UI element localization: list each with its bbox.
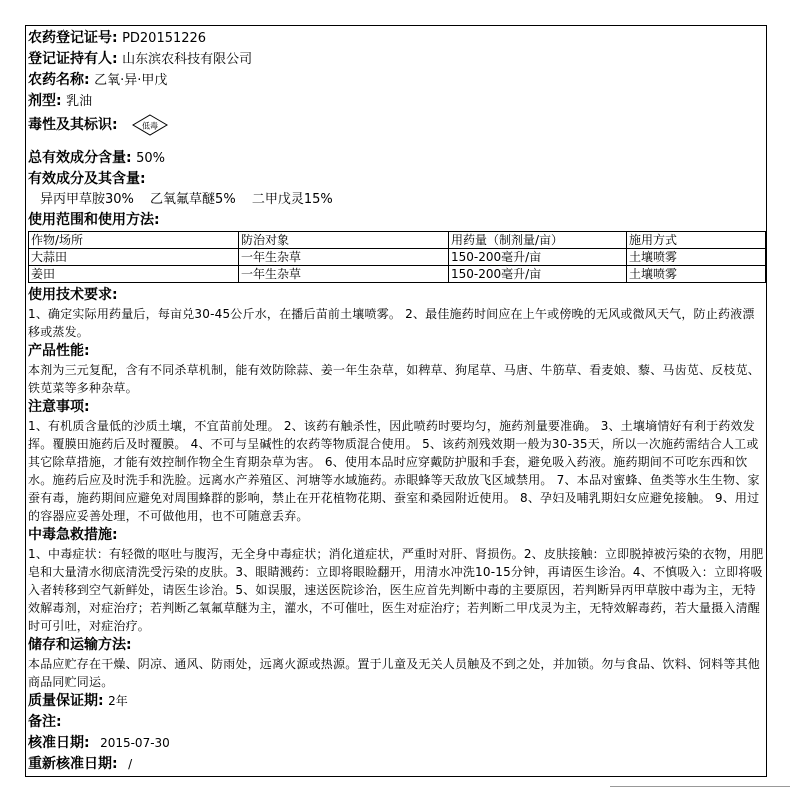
registration-row (28, 28, 764, 49)
holder-row (28, 49, 764, 70)
pesticide-name-value: 乙氧·异·甲戊 (94, 73, 168, 88)
table-row (29, 249, 766, 266)
ingredients-list (28, 190, 764, 210)
table-header-cell: 用药量（制剂量/亩） (449, 232, 627, 249)
approval-date-value: 2015-07-30 (100, 736, 170, 750)
usage-label: 使用范围和使用方法: (28, 212, 160, 228)
ingredient-item: 乙氧氟草醚5% (150, 192, 236, 207)
reapproval-date-row (28, 754, 764, 775)
usage-table (28, 231, 766, 283)
technique-label: 使用技术要求: (28, 287, 118, 303)
table-header-cell: 防治对象 (239, 232, 449, 249)
table-header-cell: 施用方式 (627, 232, 766, 249)
total-content-label: 总有效成分含量: (28, 150, 132, 166)
toxicity-icon-text: 低毒 (142, 121, 159, 131)
formulation-label: 剂型: (28, 93, 62, 109)
holder-label: 登记证持有人: (28, 51, 118, 67)
holder-value: 山东滨农科技有限公司 (122, 52, 253, 67)
performance-text: 本剂为三元复配，含有不同杀草机制，能有效防除蒜、姜一年生杂草，如稗草、狗尾草、马唐、牛筋草、看麦娘、藜、马齿苋、反枝苋、铁苋菜等多种杂草。 (28, 363, 761, 395)
divider (610, 786, 790, 787)
label-document (25, 25, 767, 777)
reapproval-date-label: 重新核准日期: (28, 756, 118, 772)
table-cell: 大蒜田 (29, 249, 239, 266)
toxicity-label: 毒性及其标识: (28, 117, 118, 133)
table-cell: 一年生杂草 (239, 266, 449, 283)
pesticide-name-label: 农药名称: (28, 72, 90, 88)
technique-text: 1、确定实际用药量后，每亩兑30-45公斤水，在播后苗前土壤喷雾。 2、最佳施药时间应在上午或傍晚的无风或微风天气，防止药液漂移或蒸发。 (28, 307, 755, 339)
table-row (29, 266, 766, 283)
formulation-row (28, 91, 764, 112)
low-toxicity-diamond-icon (132, 114, 168, 136)
storage-label: 储存和运输方法: (28, 637, 132, 653)
first-aid-text: 1、中毒症状：有轻微的呕吐与腹泻，无全身中毒症状；消化道症状，严重时对肝、肾损伤。2、皮肤接触：立即脱掉被污染的衣物，用肥皂和大量清水彻底清洗受污染的皮肤。3、眼睛溅药：立即将眼睑翻开，用清水冲洗10-15分钟，再请医生诊治。4、不慎吸入：立即将吸入者转移到空气新鲜处，请医生诊治。5、如误服，速送医院诊治，医生应首先判断中毒的主要原因，若判断异丙甲草胺中毒为主，无特效解毒剂，对症治疗；若判断乙氧氟草醚为主，灌水，不可催吐，医生对症治疗；若判断二甲戊灵为主，无特效解毒药，若大量摄入清醒时可引吐，对症治疗。 (28, 547, 764, 633)
first-aid-label: 中毒急救措施: (28, 527, 118, 543)
registration-label: 农药登记证号: (28, 30, 118, 46)
pesticide-name-row (28, 70, 764, 91)
table-cell: 土壤喷雾 (627, 266, 766, 283)
ingredient-item: 二甲戊灵15% (251, 192, 333, 207)
notes-row (28, 712, 764, 733)
warranty-label: 质量保证期: (28, 693, 104, 709)
approval-date-row (28, 733, 764, 754)
warranty-row (28, 691, 764, 712)
precautions-text: 1、有机质含量低的沙质土壤，不宜苗前处理。 2、该药有触杀性，因此喷药时要均匀，施药剂量要准确。 3、土壤墒情好有利于药效发挥。覆膜田施药后及时覆膜。 4、不可与呈碱性的农药等物质混合使用。 5、该药剂残效期一般为30-35天，所以一次施药需结合人工或其它除草措施，才能有效控制作物全生育期杂草为害。 6、使用本品时应穿戴防护服和手套，避免吸入药液。施药期间不可吃东西和饮水。施药后应及时洗手和洗脸。远离水产养殖区、河塘等水域施药。赤眼蜂等天敌放飞区域禁用。 7、本品对蜜蜂、鱼类等水生生物、家蚕有毒，施药期间应避免对周围蜂群的影响，禁止在开花植物花期、蚕室和桑园附近使用。 8、孕妇及哺乳期妇女应避免接触。 9、用过的容器应妥善处理，不可做他用，也不可随意丢弃。 (28, 419, 760, 523)
storage-text: 本品应贮存在干燥、阴凉、通风、防雨处，远离火源或热源。置于儿童及无关人员触及不到之处，并加锁。勿与食品、饮料、饲料等其他商品同贮同运。 (28, 657, 761, 689)
notes-label: 备注: (28, 714, 62, 730)
ingredients-label: 有效成分及其含量: (28, 171, 146, 187)
table-cell: 150-200毫升/亩 (449, 266, 627, 283)
total-content-value: 50% (136, 151, 165, 166)
formulation-value: 乳油 (66, 94, 93, 109)
approval-date-label: 核准日期: (28, 735, 90, 751)
table-cell: 一年生杂草 (239, 249, 449, 266)
table-header-cell: 作物/场所 (29, 232, 239, 249)
table-header-row (29, 232, 766, 249)
table-cell: 150-200毫升/亩 (449, 249, 627, 266)
toxicity-row (28, 112, 764, 142)
table-cell: 姜田 (29, 266, 239, 283)
ingredient-item: 异丙甲草胺30% (40, 192, 134, 207)
registration-value: PD20151226 (122, 31, 207, 46)
warranty-value: 2年 (108, 694, 128, 708)
table-cell: 土壤喷雾 (627, 249, 766, 266)
total-content-row (28, 148, 764, 169)
ingredients-row (28, 169, 764, 190)
precautions-label: 注意事项: (28, 399, 90, 415)
performance-label: 产品性能: (28, 343, 90, 359)
reapproval-date-value: / (128, 757, 133, 771)
